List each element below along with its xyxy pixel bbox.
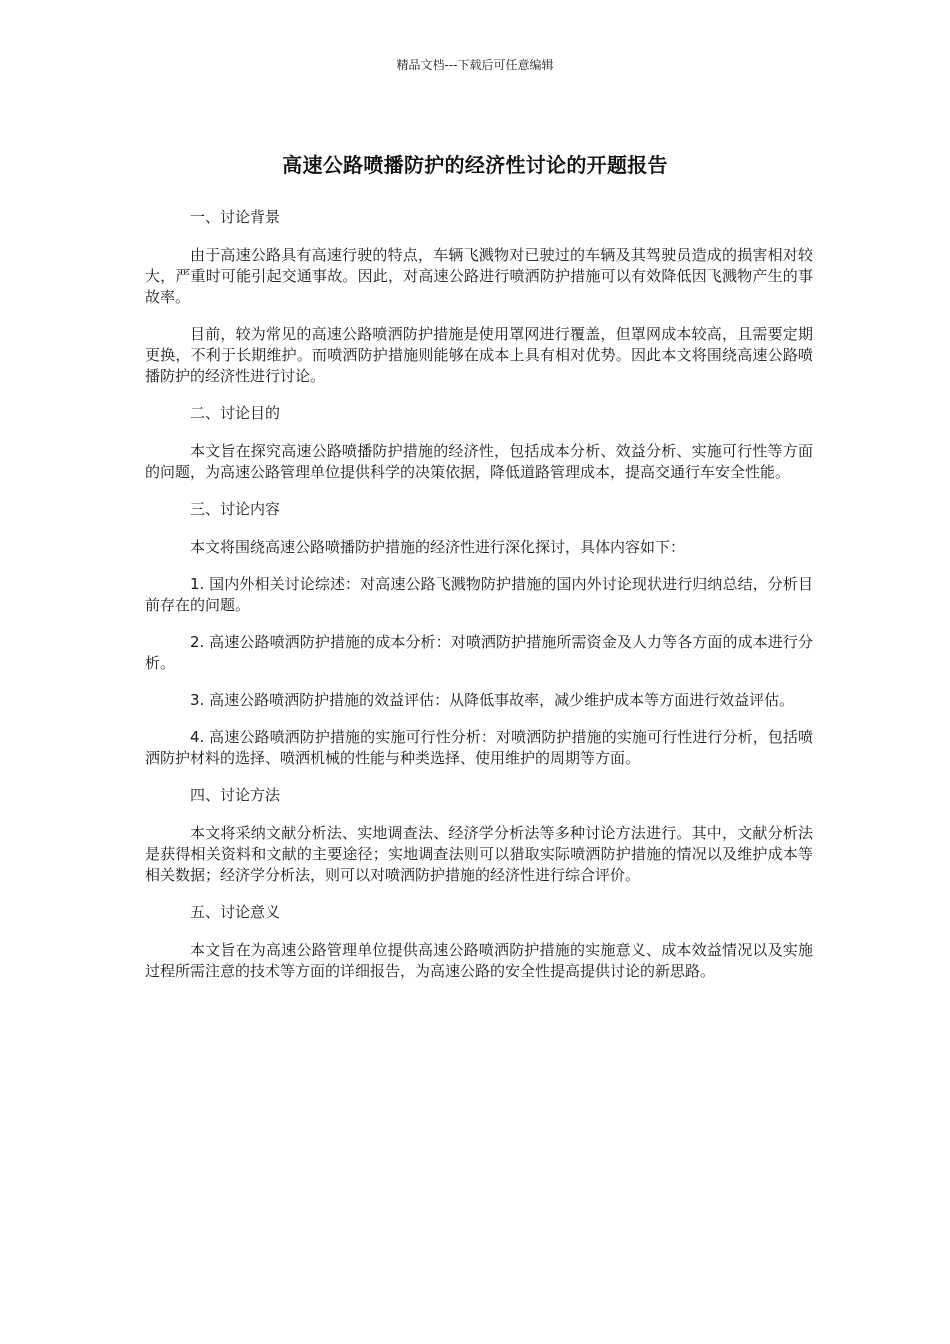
paragraph: 本文将采纳文献分析法、实地调查法、经济学分析法等多种讨论方法进行。其中，文献分析法是获得相关资料和文献的主要途径；实地调查法则可以猎取实际喷洒防护措施的情况以及维护成本等相关数据；经济学分析法，则可以对喷洒防护措施的经济性进行综合评价。: [145, 824, 813, 884]
paragraph: 本文旨在为高速公路管理单位提供高速公路喷洒防护措施的实施意义、成本效益情况以及实施过程所需注意的技术等方面的详细报告，为高速公路的安全性提高提供讨论的新思路。: [145, 941, 813, 980]
page-header: 精品文档---下载后可任意编辑: [396, 58, 554, 72]
section-heading-content: 三、讨论内容: [190, 500, 281, 518]
document-body: [145, 207, 813, 998]
document-title: 高速公路喷播防护的经济性讨论的开题报告: [282, 153, 668, 178]
list-item: 1. 国内外相关讨论综述：对高速公路飞溅物防护措施的国内外讨论现状进行归纳总结，分析目前存在的问题。: [145, 575, 813, 614]
paragraph: 目前，较为常见的高速公路喷洒防护措施是使用罩网进行覆盖，但罩网成本较高，且需要定期更换，不利于长期维护。而喷洒防护措施则能够在成本上具有相对优势。因此本文将围绕高速公路喷播防护的经济性进行讨论。: [145, 325, 813, 385]
paragraph: 本文将围绕高速公路喷播防护措施的经济性进行深化探讨，具体内容如下：: [190, 538, 686, 556]
list-item: 4. 高速公路喷洒防护措施的实施可行性分析：对喷洒防护措施的实施可行性进行分析，包括喷洒防护材料的选择、喷洒机械的性能与种类选择、使用维护的周期等方面。: [145, 728, 813, 767]
list-item: 2. 高速公路喷洒防护措施的成本分析：对喷洒防护措施所需资金及人力等各方面的成本进行分析。: [145, 633, 813, 672]
section-heading-background: 一、讨论背景: [190, 208, 281, 226]
section-heading-method: 四、讨论方法: [190, 786, 281, 804]
section-heading-purpose: 二、讨论目的: [190, 404, 281, 422]
paragraph: 由于高速公路具有高速行驶的特点，车辆飞溅物对已驶过的车辆及其驾驶员造成的损害相对较大，严重时可能引起交通事故。因此，对高速公路进行喷洒防护措施可以有效降低因飞溅物产生的事故率。: [145, 246, 813, 306]
paragraph: 本文旨在探究高速公路喷播防护措施的经济性，包括成本分析、效益分析、实施可行性等方面的问题，为高速公路管理单位提供科学的决策依据，降低道路管理成本，提高交通行车安全性能。: [145, 442, 813, 481]
section-heading-significance: 五、讨论意义: [190, 903, 281, 921]
list-item: 3. 高速公路喷洒防护措施的效益评估：从降低事故率，减少维护成本等方面进行效益评估。: [190, 691, 795, 709]
